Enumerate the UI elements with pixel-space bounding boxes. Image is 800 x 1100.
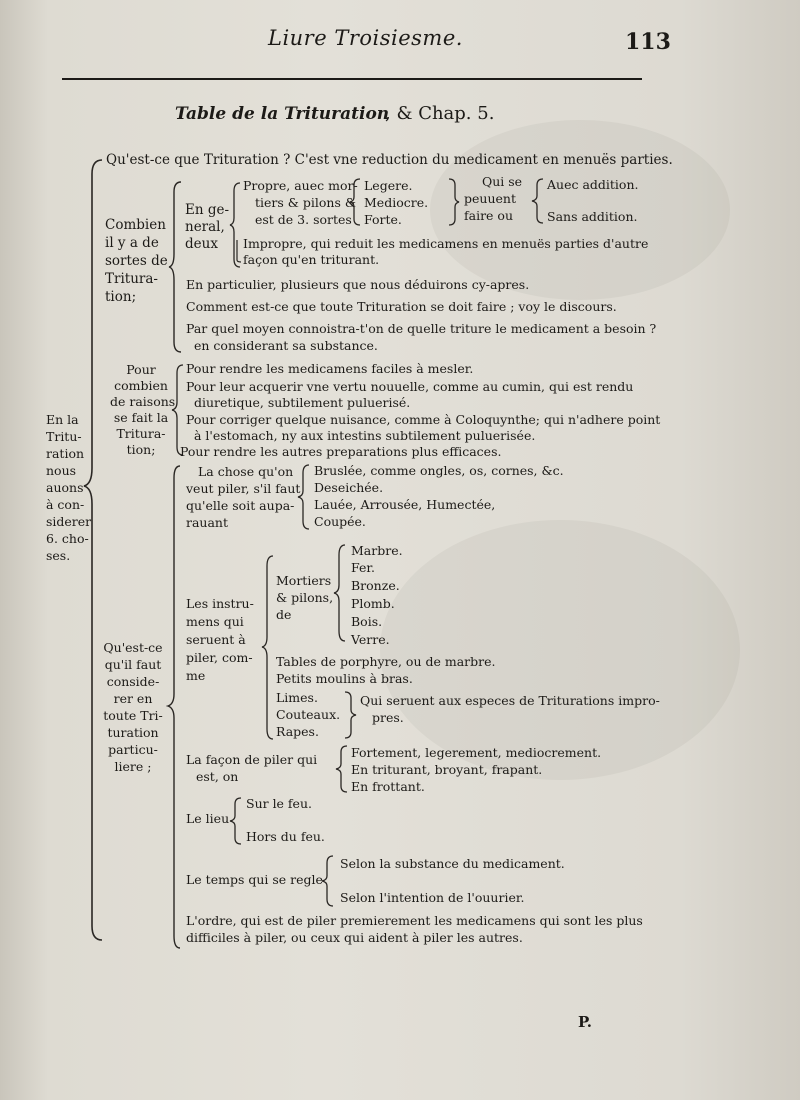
moyen-line: Par quel moyen connoistra-t'on de quelle triture le medicament a besoin ? [186,321,657,336]
label-line: rauant [186,515,229,530]
label-line: de raisons [110,394,176,409]
material-item: Verre. [351,632,390,647]
facon-item: En triturant, broyant, frapant. [351,762,543,777]
qui-se-brace [530,177,546,225]
chose-item: Deseichée. [314,480,384,495]
tool-item: Couteaux. [276,707,341,722]
left-label-line: siderer [46,514,92,529]
chose-brace [296,463,312,531]
tools-brace [342,690,358,740]
label-line: turation [107,725,159,740]
label-line: il y a de [105,235,159,251]
impropre-line: façon qu'en triturant. [243,252,380,267]
label-line: La façon de piler qui [186,752,318,767]
left-label-line: nous [46,463,77,478]
label-line: liere ; [114,759,152,774]
reason-line: Pour corriger quelque nuisance, comme à Coloquynthe; qui n'adhere point [186,412,661,427]
addition-item: Auec addition. [547,177,639,192]
instruments-brace [260,553,276,743]
reason-line: Pour rendre les medicamens faciles à mesler. [186,361,474,376]
label-line: se fait la [113,410,169,425]
tool-item: Rapes. [276,724,319,739]
degree-item: Mediocre. [364,195,429,210]
left-label-line: auons [46,480,84,495]
table-title: Table de la Trituration [175,104,390,124]
paper-stain [380,520,740,780]
label-line: toute Tri- [103,708,163,723]
header-rule [62,78,642,80]
label-line: sortes de [105,253,168,269]
facon-item: En frottant. [351,779,425,794]
left-label-line: ration [46,446,85,461]
tools-note: Qui seruent aux especes de Triturations impro- [360,693,660,708]
label-line: deux [185,236,218,252]
facon-brace [334,744,350,794]
reason-line: à l'estomach, ny aux intestins subtilement puluerisée. [194,428,536,443]
label-line: tion; [105,289,137,305]
label-line: Tritura- [105,271,158,287]
moyen-line: en considerant sa substance. [194,338,378,353]
label-line: veut piler, s'il faut [186,481,301,496]
master-brace [80,150,110,950]
reason-line: diuretique, subtilement puluerisé. [194,395,411,410]
label-line: tion; [126,442,156,457]
tables-line: Tables de porphyre, ou de marbre. [276,654,496,669]
label-line: Qu'est-ce [103,640,163,655]
label-line: est de 3. sortes [255,212,352,227]
label-line: Combien [105,217,166,233]
material-item: Fer. [351,560,375,575]
combien-brace [168,178,184,356]
material-item: Plomb. [351,596,395,611]
label-line: Propre, auec mor- [243,178,358,193]
label-line: En ge- [185,202,230,218]
label-line: Mortiers [276,573,332,588]
label-line: qu'elle soit aupa- [186,498,295,513]
label-line: rer en [113,691,153,706]
reason-line: Pour rendre les autres preparations plus efficaces. [180,444,502,459]
left-label-line: Tritu- [46,429,82,444]
left-label-line: ses. [46,548,71,563]
label-line: Pour [126,362,156,377]
degree-item: Forte. [364,212,402,227]
label-line: peuuent [464,191,516,206]
material-item: Bronze. [351,578,400,593]
lieu-item: Sur le feu. [246,796,312,811]
label-line: neral, [185,219,225,235]
label-line: me [186,668,206,683]
chapter-ref: , & Chap. 5. [385,103,495,124]
facon-item: Fortement, legerement, mediocrement. [351,745,602,760]
moulins-line: Petits moulins à bras. [276,671,413,686]
tools-note: pres. [372,710,404,725]
ordre-line: L'ordre, qui est de piler premierement les medicamens qui sont les plus [186,913,643,928]
chose-item: Bruslée, comme ongles, os, cornes, &c. [314,463,564,478]
label-line: seruent à [186,632,246,647]
addition-item: Sans addition. [547,209,638,224]
label-line: faire ou [464,208,513,223]
materials-brace [332,543,348,643]
temps-brace [320,854,336,908]
label-line: conside- [106,674,160,689]
left-label-line: à con- [46,497,85,512]
impropre-bracket [232,238,242,264]
impropre-line: Impropre, qui reduit les medicamens en menuës parties d'autre [243,236,649,251]
label-line: piler, com- [186,650,253,665]
label-line: Tritura- [116,426,166,441]
label-line: qu'il faut [104,657,162,672]
temps-item: Selon la substance du medicament. [340,856,565,871]
label-line: mens qui [186,614,244,629]
degrees-brace [446,177,460,227]
label-line: tiers & pilons & [255,195,356,210]
particulier-line: En particulier, plusieurs que nous déduirons cy-apres. [186,277,530,292]
lieu-item: Hors du feu. [246,829,325,844]
chose-item: Coupée. [314,514,366,529]
tool-item: Limes. [276,690,318,705]
temps-item: Selon l'intention de l'ouurier. [340,890,525,905]
propre-brace [349,177,363,227]
comment-line: Comment est-ce que toute Trituration se doit faire ; voy le discours. [186,299,617,314]
reason-line: Pour leur acquerir vne vertu nouuelle, comme au cumin, qui est rendu [186,379,634,394]
left-label-line: 6. cho- [46,531,89,546]
label-line: Qui se [482,174,523,189]
chose-item: Lauée, Arrousée, Humectée, [314,497,496,512]
lieu-label: Le lieu [186,811,230,826]
label-line: particu- [108,742,158,757]
particuliere-brace [166,462,184,952]
label-line: combien [114,378,168,393]
left-label-line: En la [46,412,79,427]
running-title: Liure Troisiesme. [268,26,463,50]
label-line: est, on [196,769,239,784]
ordre-line: difficiles à piler, ou ceux qui aident à piler les autres. [186,930,523,945]
label-line: La chose qu'on [198,464,294,479]
label-line: Les instru- [186,596,254,611]
label-line: & pilons, [276,590,334,605]
catchword: P. [578,1013,593,1031]
degree-item: Legere. [364,178,413,193]
material-item: Marbre. [351,543,403,558]
definition-line: Qu'est-ce que Trituration ? C'est vne reduction du medicament en menuës parties. [106,152,673,168]
page-number: 113 [625,29,671,55]
temps-label: Le temps qui se regle [186,872,323,887]
material-item: Bois. [351,614,383,629]
lieu-brace [228,796,244,846]
label-line: de [276,607,292,622]
